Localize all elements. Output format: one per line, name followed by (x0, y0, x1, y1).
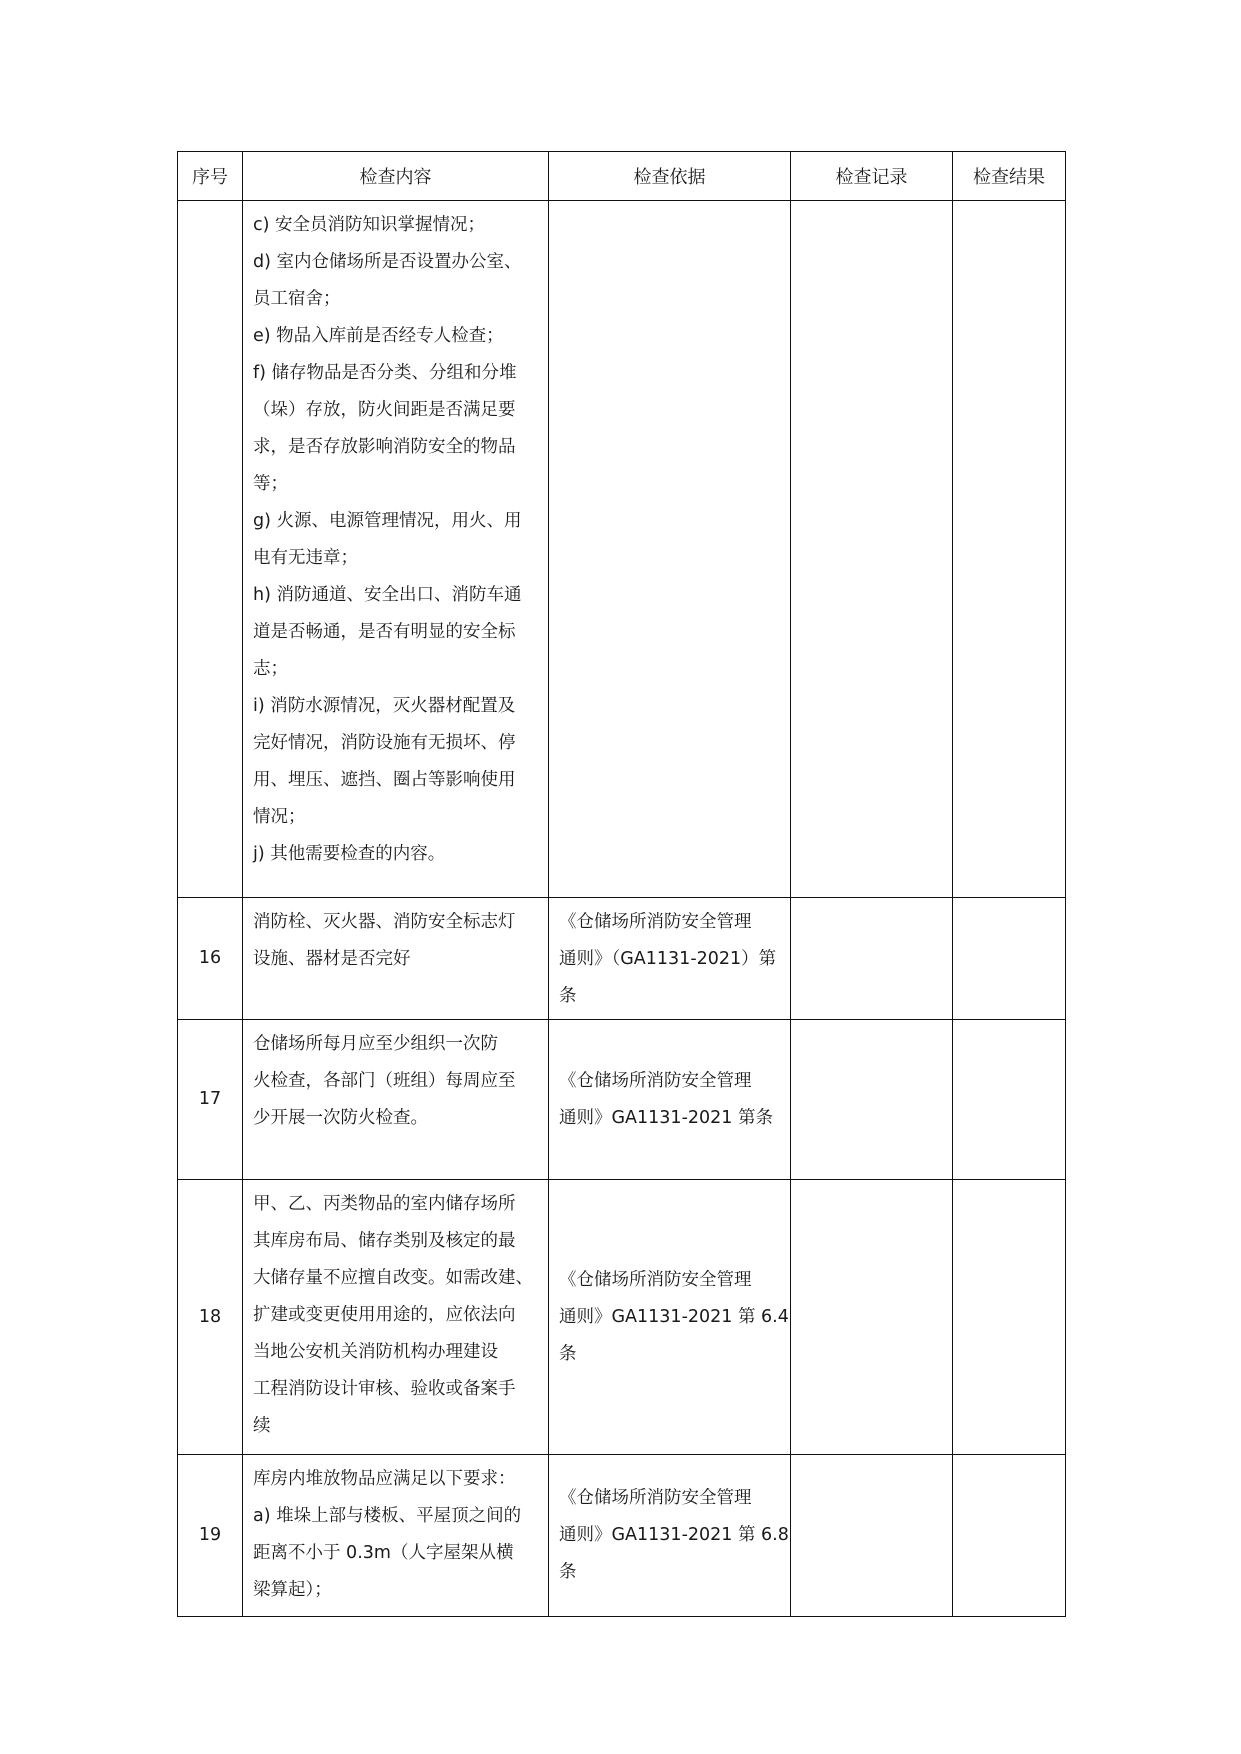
check-content-line: 志； (253, 659, 288, 679)
header-result: 检查结果 (953, 152, 1066, 201)
check-content-line: 续 (253, 1416, 271, 1436)
check-content-line: h) 消防通道、安全出口、消防车通 (253, 585, 522, 605)
check-record-cell (791, 1180, 953, 1455)
check-basis-line: 条 (559, 1562, 577, 1582)
check-content-line: c) 安全员消防知识掌握情况； (253, 215, 486, 235)
check-basis-line: 条 (559, 1343, 577, 1364)
row-number: 18 (178, 1180, 243, 1455)
check-record-cell (791, 1455, 953, 1617)
check-basis-cell (549, 1455, 791, 1617)
check-basis-line: 《仓储场所消防安全管理 (559, 1269, 752, 1290)
check-content-cell (243, 1455, 549, 1617)
check-content-line: 梁算起）； (253, 1580, 332, 1600)
check-basis-line: 《仓储场所消防安全管理 (559, 1488, 752, 1508)
header-content: 检查内容 (243, 152, 549, 201)
check-content-line: e) 物品入库前是否经专人检查； (253, 326, 504, 346)
row-number (178, 201, 243, 898)
check-content-line: 用、埋压、遮挡、圈占等影响使用 (253, 770, 516, 790)
check-content-line: 大储存量不应擅自改变。如需改建、 (253, 1268, 533, 1288)
check-basis-line: 《仓储场所消防安全管理 (559, 1070, 752, 1091)
table-row (178, 201, 1066, 898)
row-number: 16 (178, 898, 243, 1020)
check-content-line: a) 堆垛上部与楼板、平屋顶之间的 (253, 1506, 522, 1526)
check-content-line: f) 储存物品是否分类、分组和分堆 (253, 363, 517, 383)
row-number: 19 (178, 1455, 243, 1617)
check-basis-cell (549, 898, 791, 1020)
check-basis-line: 通则》GA1131-2021 第 6.4 (559, 1306, 789, 1327)
check-content-line: 当地公安机关消防机构办理建设 (253, 1342, 498, 1362)
header-record: 检查记录 (791, 152, 953, 201)
table-row (178, 898, 1066, 1020)
check-content-line: 等； (253, 474, 288, 494)
check-basis-cell (549, 1020, 791, 1180)
check-record-cell (791, 201, 953, 898)
check-content-line: 扩建或变更使用用途的，应依法向 (253, 1305, 516, 1325)
check-content-line: 距离不小于 0.3m（人字屋架从横 (253, 1543, 514, 1563)
table-row (178, 1455, 1066, 1617)
check-result-cell (953, 201, 1066, 898)
check-content-line: 道是否畅通，是否有明显的安全标 (253, 622, 516, 642)
check-result-cell (953, 1020, 1066, 1180)
header-no: 序号 (178, 152, 243, 201)
check-content-cell (243, 1020, 549, 1180)
check-basis-cell (549, 201, 791, 898)
check-content-line: d) 室内仓储场所是否设置办公室、 (253, 252, 522, 272)
check-basis-line: 《仓储场所消防安全管理 (559, 912, 752, 932)
check-content-line: 少开展一次防火检查。 (253, 1108, 428, 1128)
table-header-row (178, 152, 1066, 201)
check-content-line: 完好情况，消防设施有无损坏、停 (253, 733, 516, 753)
row-number: 17 (178, 1020, 243, 1180)
check-content-line: g) 火源、电源管理情况，用火、用 (253, 511, 522, 531)
check-record-cell (791, 1020, 953, 1180)
check-content-cell (243, 898, 549, 1020)
check-content-line: 仓储场所每月应至少组织一次防 (253, 1034, 498, 1054)
check-content-cell (243, 1180, 549, 1455)
header-basis: 检查依据 (549, 152, 791, 201)
check-content-line: （垛）存放，防火间距是否满足要 (253, 400, 516, 420)
check-content-line: 员工宿舍； (253, 289, 341, 309)
check-content-line: 求，是否存放影响消防安全的物品 (253, 437, 516, 457)
check-basis-line: 通则》GA1131-2021 第 6.8 (559, 1525, 789, 1545)
check-content-line: 设施、器材是否完好 (253, 949, 411, 969)
check-result-cell (953, 898, 1066, 1020)
table-row (178, 1020, 1066, 1180)
check-content-line: 库房内堆放物品应满足以下要求： (253, 1469, 516, 1489)
check-basis-line: 通则》（GA1131-2021）第 (559, 949, 777, 969)
table-row (178, 1180, 1066, 1455)
check-content-line: 工程消防设计审核、验收或备案手 (253, 1379, 516, 1399)
check-content-line: 火检查，各部门（班组）每周应至 (253, 1071, 516, 1091)
check-content-line: 消防栓、灭火器、消防安全标志灯 (253, 912, 516, 932)
check-content-line: 情况； (253, 807, 306, 827)
check-content-line: i) 消防水源情况，灭火器材配置及 (253, 696, 516, 716)
check-content-line: 电有无违章； (253, 548, 358, 568)
check-content-line: 甲、乙、丙类物品的室内储存场所 (253, 1194, 516, 1214)
check-content-line: j) 其他需要检查的内容。 (253, 844, 446, 864)
check-basis-line: 通则》GA1131-2021 第条 (559, 1107, 773, 1128)
check-content-cell (243, 201, 549, 898)
check-basis-line: 条 (559, 986, 577, 1006)
check-content-line: 其库房布局、储存类别及核定的最 (253, 1231, 516, 1251)
inspection-table (177, 151, 1066, 1617)
check-result-cell (953, 1455, 1066, 1617)
check-result-cell (953, 1180, 1066, 1455)
inspection-table-page (177, 151, 1065, 1600)
check-record-cell (791, 898, 953, 1020)
check-basis-cell (549, 1180, 791, 1455)
